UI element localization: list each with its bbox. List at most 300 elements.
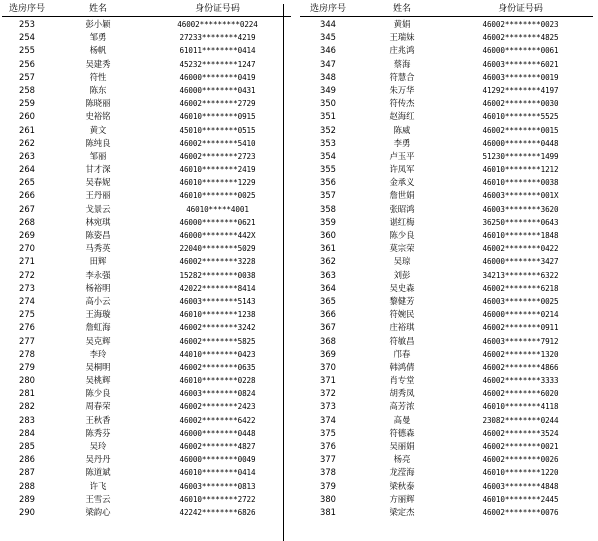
table-row — [300, 387, 593, 400]
row-id-number: 46002********0015 — [482, 125, 559, 135]
row-id-number: 46002********6422 — [179, 415, 256, 425]
table-row — [2, 374, 291, 387]
row-id-number: 46000********0061 — [482, 46, 559, 56]
table-row — [300, 216, 593, 229]
table-row — [2, 150, 291, 163]
row-name: 王秋香 — [85, 414, 111, 425]
row-number: 277 — [19, 335, 35, 346]
row-id-number: 23082********0244 — [482, 415, 559, 425]
left-rows — [2, 18, 291, 519]
row-number: 269 — [19, 230, 35, 240]
table-row — [2, 414, 291, 427]
row-id-number: 46003********4848 — [482, 481, 559, 491]
row-name: 刘彭 — [393, 269, 411, 280]
row-name: 詹虹海 — [85, 322, 111, 333]
row-number: 267 — [19, 203, 35, 214]
row-name: 陈道斌 — [85, 467, 111, 478]
row-name: 吴建秀 — [85, 58, 111, 69]
row-id-number: 44010********0423 — [179, 349, 256, 359]
table-row — [300, 58, 593, 71]
table-row — [300, 176, 593, 189]
row-id-number: 46000********0431 — [179, 85, 256, 95]
table-row — [300, 440, 593, 453]
table-row — [2, 387, 291, 400]
row-id-number: 46003********0824 — [179, 389, 256, 399]
row-number: 360 — [320, 230, 336, 240]
row-number: 270 — [19, 243, 35, 254]
row-id-number: 46003********001X — [482, 191, 559, 201]
table-row — [2, 229, 291, 242]
table-row — [2, 18, 291, 31]
row-name: 符性 — [89, 71, 107, 82]
row-number: 286 — [19, 454, 35, 465]
row-name: 吴桃辉 — [85, 375, 111, 386]
table-header — [2, 2, 291, 17]
row-name: 吴克辉 — [85, 335, 111, 346]
row-id-number: 46003********5143 — [179, 296, 256, 306]
table-row — [300, 189, 593, 202]
row-number: 347 — [320, 58, 336, 69]
row-name: 陈少良 — [85, 388, 111, 399]
row-id-number: 46002*********0224 — [177, 20, 258, 29]
right-rows — [300, 18, 593, 519]
column-divider — [283, 4, 284, 541]
header-no: 选房序号 — [8, 4, 45, 14]
row-id-number: 46002********6218 — [482, 283, 559, 293]
row-id-number: 46002********5410 — [179, 138, 256, 148]
row-name: 杨裕明 — [85, 282, 111, 293]
table-row — [2, 31, 291, 44]
row-id-number: 46010********2722 — [179, 494, 256, 504]
table-row — [300, 18, 593, 31]
row-name: 朱万华 — [389, 84, 415, 95]
row-name: 甘才深 — [85, 164, 111, 175]
table-row — [300, 255, 593, 268]
row-number: 366 — [320, 309, 336, 320]
table-row — [300, 427, 593, 440]
row-name: 杨亮 — [393, 454, 411, 465]
row-id-number: 46010********0414 — [179, 468, 256, 478]
row-id-number: 22040********5029 — [179, 244, 256, 254]
row-number: 353 — [320, 137, 336, 148]
table-row — [300, 282, 593, 295]
row-id-number: 42242********6826 — [179, 507, 256, 517]
table-row — [2, 282, 291, 295]
row-number: 359 — [320, 216, 336, 227]
row-name: 肖专堂 — [389, 375, 415, 386]
row-name: 方丽辉 — [389, 493, 415, 504]
row-name: 王丹丽 — [85, 190, 111, 201]
row-number: 357 — [320, 190, 336, 201]
table-row — [2, 506, 291, 519]
row-number: 381 — [320, 506, 336, 517]
table-row — [2, 453, 291, 466]
row-id-number: 34213********6322 — [482, 270, 559, 280]
row-id-number: 46000********0448 — [482, 138, 559, 148]
row-number: 260 — [19, 111, 35, 122]
table-row — [300, 84, 593, 97]
row-number: 255 — [19, 45, 35, 56]
row-number: 279 — [19, 361, 35, 372]
row-number: 354 — [320, 150, 336, 161]
row-name: 韩鸿倩 — [389, 361, 415, 372]
table-row — [300, 150, 593, 163]
row-number: 256 — [19, 58, 35, 69]
row-number: 271 — [19, 256, 35, 267]
row-name: 王瑞妹 — [389, 32, 415, 43]
row-id-number: 46010********2419 — [179, 165, 256, 175]
row-number: 375 — [320, 427, 336, 438]
row-name: 李永强 — [85, 269, 111, 280]
row-name: 龙滢海 — [389, 467, 415, 478]
table-row — [300, 414, 593, 427]
table-row — [300, 361, 593, 374]
row-name: 莫宗荣 — [389, 243, 415, 254]
row-name: 黎健芳 — [389, 295, 415, 306]
row-id-number: 46002********0023 — [482, 20, 559, 29]
row-id-number: 46002********2423 — [179, 402, 256, 412]
table-row — [2, 189, 291, 202]
row-name: 梁定杰 — [389, 506, 415, 517]
row-id-number: 46002********0422 — [482, 244, 559, 254]
row-number: 349 — [320, 84, 336, 95]
row-name: 符德森 — [389, 427, 415, 438]
row-name: 彭小颖 — [85, 19, 111, 29]
row-id-number: 46010*****4001 — [186, 204, 249, 214]
row-number: 373 — [320, 401, 336, 412]
row-id-number: 46003********0025 — [482, 296, 559, 306]
row-name: 黄娟 — [393, 19, 411, 29]
row-number: 283 — [19, 414, 35, 425]
row-name: 陈秀芬 — [85, 427, 111, 438]
row-id-number: 46002********4825 — [482, 33, 559, 43]
row-id-number: 46000********442X — [179, 231, 256, 240]
table-row — [2, 203, 291, 216]
row-number: 274 — [19, 295, 35, 306]
row-number: 365 — [320, 295, 336, 306]
row-id-number: 46002********0076 — [482, 507, 559, 517]
row-name: 李玲 — [89, 348, 107, 359]
row-name: 陈少良 — [389, 230, 415, 240]
row-number: 344 — [320, 19, 336, 29]
table-row — [2, 400, 291, 413]
row-id-number: 46010********1220 — [482, 468, 559, 478]
row-number: 264 — [19, 164, 35, 175]
row-id-number: 46002********1320 — [482, 349, 559, 359]
row-number: 352 — [320, 124, 336, 135]
table-row — [2, 335, 291, 348]
row-id-number: 46002********0026 — [482, 455, 559, 465]
row-id-number: 46010********2445 — [482, 494, 559, 504]
row-number: 345 — [320, 32, 336, 43]
row-number: 363 — [320, 269, 336, 280]
row-number: 273 — [19, 282, 35, 293]
row-name: 许飞 — [89, 480, 107, 491]
table-row — [300, 31, 593, 44]
row-id-number: 46010********5525 — [482, 112, 559, 122]
row-name: 马秀英 — [85, 243, 111, 254]
row-name: 吴桐明 — [85, 361, 111, 372]
row-id-number: 46010********1238 — [179, 310, 256, 320]
row-number: 364 — [320, 282, 336, 293]
row-id-number: 46010********4118 — [482, 402, 559, 412]
row-name: 庄裕琪 — [389, 322, 415, 333]
row-number: 350 — [320, 98, 336, 109]
row-id-number: 46002********3333 — [482, 376, 559, 386]
right-table — [300, 2, 593, 519]
row-name: 陈姿昌 — [85, 230, 111, 240]
row-number: 268 — [19, 216, 35, 227]
table-row — [2, 440, 291, 453]
row-id-number: 46010********1212 — [482, 165, 559, 175]
row-name: 吴春妮 — [85, 177, 111, 188]
table-row — [300, 335, 593, 348]
row-number: 380 — [320, 493, 336, 504]
row-id-number: 45010********0515 — [179, 125, 256, 135]
table-row — [2, 295, 291, 308]
table-row — [2, 321, 291, 334]
row-number: 361 — [320, 243, 336, 254]
table-row — [2, 427, 291, 440]
row-number: 278 — [19, 348, 35, 359]
row-id-number: 46010********0915 — [179, 112, 256, 122]
row-number: 358 — [320, 203, 336, 214]
row-number: 290 — [19, 506, 35, 517]
row-id-number: 46003********7912 — [482, 336, 559, 346]
row-name: 吴丹丹 — [85, 454, 111, 465]
row-name: 高芳浓 — [389, 401, 415, 412]
row-number: 371 — [320, 375, 336, 386]
row-name: 高曼 — [393, 414, 411, 425]
row-id-number: 46002********2723 — [179, 151, 256, 161]
row-number: 254 — [19, 32, 35, 43]
row-number: 346 — [320, 45, 336, 56]
row-name: 吴玲 — [89, 441, 107, 451]
table-row — [300, 137, 593, 150]
table-row — [2, 71, 291, 84]
row-name: 梁韵心 — [85, 506, 111, 517]
row-id-number: 46000********0448 — [179, 428, 256, 438]
row-name: 庄兆鸿 — [389, 45, 415, 56]
row-number: 275 — [19, 309, 35, 320]
row-id-number: 36250********0643 — [482, 217, 559, 227]
table-row — [300, 44, 593, 57]
table-row — [300, 269, 593, 282]
row-id-number: 46000********0214 — [482, 310, 559, 320]
header-no: 选房序号 — [309, 4, 346, 14]
table-row — [2, 58, 291, 71]
row-id-number: 46002********3242 — [179, 323, 256, 333]
table-row — [300, 97, 593, 110]
row-number: 285 — [19, 441, 35, 451]
table-row — [2, 97, 291, 110]
row-id-number: 46002********0911 — [482, 323, 559, 333]
row-number: 288 — [19, 480, 35, 491]
row-id-number: 46003********0019 — [482, 72, 559, 82]
table-header — [300, 2, 593, 17]
table-row — [2, 216, 291, 229]
row-id-number: 41292********4197 — [482, 85, 559, 95]
row-number: 281 — [19, 388, 35, 399]
row-number: 368 — [320, 335, 336, 346]
row-name: 陈威 — [393, 124, 411, 135]
row-id-number: 46010********1848 — [482, 231, 559, 240]
table-row — [2, 110, 291, 123]
left-table — [2, 2, 291, 519]
table-row — [2, 242, 291, 255]
table-row — [300, 71, 593, 84]
row-number: 259 — [19, 98, 35, 109]
row-number: 262 — [19, 137, 35, 148]
table-row — [2, 137, 291, 150]
row-id-number: 46003********6021 — [482, 59, 559, 69]
row-id-number: 46010********0038 — [482, 178, 559, 188]
row-number: 287 — [19, 467, 35, 478]
table-row — [2, 480, 291, 493]
row-name: 黄文 — [89, 124, 107, 135]
row-number: 369 — [320, 348, 336, 359]
row-name: 李勇 — [393, 137, 411, 148]
row-number: 253 — [19, 19, 35, 29]
row-number: 282 — [19, 401, 35, 412]
table-row — [300, 374, 593, 387]
row-number: 379 — [320, 480, 336, 491]
row-name: 陈东 — [89, 84, 107, 95]
row-name: 赵海红 — [389, 111, 415, 122]
row-number: 348 — [320, 71, 336, 82]
row-name: 金承义 — [389, 177, 415, 188]
row-id-number: 46000********0419 — [179, 72, 256, 82]
row-id-number: 46003********0813 — [179, 481, 256, 491]
row-id-number: 46002********0635 — [179, 362, 256, 372]
row-id-number: 46000********3427 — [482, 257, 559, 267]
row-number: 372 — [320, 388, 336, 399]
row-name: 胡秀凤 — [389, 388, 415, 399]
row-name: 符敏昌 — [389, 335, 415, 346]
row-id-number: 46002********4866 — [482, 362, 559, 372]
row-id-number: 46010********0025 — [179, 191, 256, 201]
row-number: 258 — [19, 84, 35, 95]
table-row — [2, 466, 291, 479]
table-row — [300, 308, 593, 321]
row-name: 王雪云 — [85, 493, 111, 504]
row-name: 谌红梅 — [389, 216, 415, 227]
row-name: 史裕铭 — [85, 111, 111, 122]
table-row — [2, 176, 291, 189]
row-id-number: 46002********4827 — [179, 442, 256, 451]
row-number: 367 — [320, 322, 336, 333]
table-row — [2, 269, 291, 282]
row-number: 356 — [320, 177, 336, 188]
header-id: 身份证号码 — [195, 4, 240, 14]
table-row — [2, 493, 291, 506]
row-number: 376 — [320, 441, 336, 451]
row-name: 杨帆 — [89, 45, 107, 56]
row-name: 张昭鸿 — [389, 203, 415, 214]
row-id-number: 46000********0621 — [179, 217, 256, 227]
table-row — [300, 400, 593, 413]
table-row — [300, 110, 593, 123]
header-name: 姓名 — [392, 4, 411, 14]
row-id-number: 51230********1499 — [482, 151, 559, 161]
row-name: 许凤军 — [389, 164, 415, 175]
row-number: 289 — [19, 493, 35, 504]
row-name: 邹丽 — [89, 150, 107, 161]
table-row — [300, 321, 593, 334]
row-id-number: 45232********1247 — [179, 59, 256, 69]
table-row — [300, 453, 593, 466]
row-name: 邹勇 — [89, 32, 107, 43]
row-name: 符婉民 — [389, 309, 415, 320]
row-number: 374 — [320, 414, 336, 425]
row-id-number: 46002********2729 — [179, 99, 256, 109]
row-number: 261 — [19, 124, 35, 135]
table-row — [2, 163, 291, 176]
row-id-number: 27233********4219 — [179, 33, 256, 43]
row-number: 265 — [19, 177, 35, 188]
row-id-number: 42022********8414 — [179, 283, 256, 293]
row-name: 吴史森 — [389, 282, 415, 293]
row-id-number: 46003********3620 — [482, 204, 559, 214]
row-name: 邝春 — [393, 348, 411, 359]
table-row — [300, 124, 593, 137]
row-number: 257 — [19, 71, 35, 82]
row-id-number: 46002********0030 — [482, 99, 559, 109]
table-row — [2, 361, 291, 374]
row-name: 吴琼 — [393, 256, 411, 267]
row-name: 戈景云 — [85, 203, 111, 214]
row-name: 周春荣 — [85, 401, 111, 412]
table-row — [300, 203, 593, 216]
row-number: 272 — [19, 269, 35, 280]
table-row — [2, 84, 291, 97]
row-number: 280 — [19, 375, 35, 386]
row-id-number: 46000********0049 — [179, 455, 256, 465]
table-row — [300, 466, 593, 479]
table-row — [300, 295, 593, 308]
row-id-number: 46002********3228 — [179, 257, 256, 267]
row-number: 370 — [320, 361, 336, 372]
table-row — [2, 348, 291, 361]
table-row — [300, 348, 593, 361]
row-id-number: 46002********6020 — [482, 389, 559, 399]
row-number: 284 — [19, 427, 35, 438]
row-name: 符传杰 — [389, 98, 415, 109]
row-id-number: 46010********0228 — [179, 376, 256, 386]
table-row — [300, 229, 593, 242]
table-row — [300, 506, 593, 519]
row-number: 263 — [19, 150, 35, 161]
row-name: 王海璇 — [85, 309, 111, 320]
row-number: 378 — [320, 467, 336, 478]
row-number: 355 — [320, 164, 336, 175]
header-id: 身份证号码 — [498, 4, 543, 14]
table-row — [300, 242, 593, 255]
row-name: 陈纯良 — [85, 137, 111, 148]
row-number: 362 — [320, 256, 336, 267]
table-row — [300, 163, 593, 176]
row-id-number: 15282********0038 — [179, 270, 256, 280]
row-name: 陈晓丽 — [85, 98, 111, 109]
row-name: 卢玉平 — [389, 150, 415, 161]
row-number: 276 — [19, 322, 35, 333]
row-name: 蔡海 — [393, 58, 411, 69]
row-name: 詹世娟 — [389, 190, 415, 201]
table-row — [2, 255, 291, 268]
row-name: 梁秋泰 — [389, 480, 415, 491]
table-row — [300, 493, 593, 506]
table-row — [2, 124, 291, 137]
